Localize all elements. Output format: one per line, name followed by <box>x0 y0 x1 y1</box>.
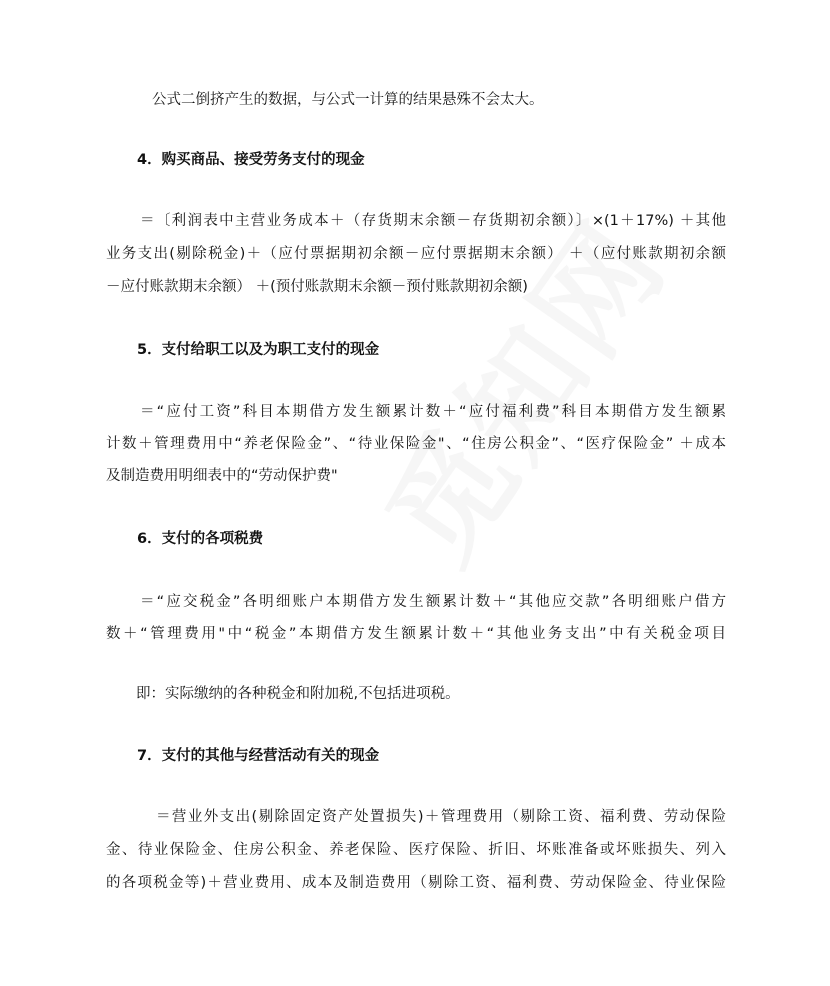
paragraph-line: ＝“应交税金”各明细账户本期借方发生额累计数＋“其他应交款”各明细账户借方 <box>140 594 726 610</box>
paragraph-line: 金、待业保险金、住房公积金、养老保险、医疗保险、折旧、坏账准备或坏账损失、列入 <box>106 842 726 858</box>
paragraph-line: 公式二倒挤产生的数据，与公式一计算的结果悬殊不会太大。 <box>152 92 544 108</box>
paragraph-line: ＝营业外支出(剔除固定资产处置损失)＋管理费用（剔除工资、福利费、劳动保险 <box>156 809 726 825</box>
paragraph-line: ＝〔利润表中主营业务成本＋（存货期末余额－存货期初余额）〕×(1＋17%) ＋其他 <box>140 213 726 229</box>
paragraph-line: 数＋“管理费用"中“税金”本期借方发生额累计数＋“其他业务支出”中有关税金项目 <box>106 626 726 642</box>
section-heading-6: 6．支付的各项税费 <box>137 531 264 547</box>
paragraph-line: 即：实际缴纳的各种税金和附加税,不包括进项税。 <box>136 686 460 702</box>
paragraph-line: ＝“应付工资”科目本期借方发生额累计数＋“应付福利费”科目本期借方发生额累 <box>140 404 726 420</box>
section-heading-7: 7．支付的其他与经营活动有关的现金 <box>137 748 380 764</box>
paragraph-line: 及制造费用明细表中的“劳动保护费" <box>106 468 338 484</box>
paragraph-line: 的各项税金等)＋营业费用、成本及制造费用（剔除工资、福利费、劳动保险金、待业保险 <box>106 875 726 891</box>
section-heading-4: 4．购买商品、接受劳务支付的现金 <box>137 152 365 168</box>
paragraph-line: －应付账款期末余额） ＋(预付账款期末余额－预付账款期初余额) <box>106 279 528 295</box>
paragraph-line: 业务支出(剔除税金)＋（应付票据期初余额－应付票据期末余额） ＋（应付账款期初余额 <box>106 246 726 262</box>
section-heading-5: 5．支付给职工以及为职工支付的现金 <box>137 342 380 358</box>
paragraph-line: 计数＋管理费用中“养老保险金”、“待业保险金"、“住房公积金”、“医疗保险金” ＋成本 <box>106 436 726 452</box>
